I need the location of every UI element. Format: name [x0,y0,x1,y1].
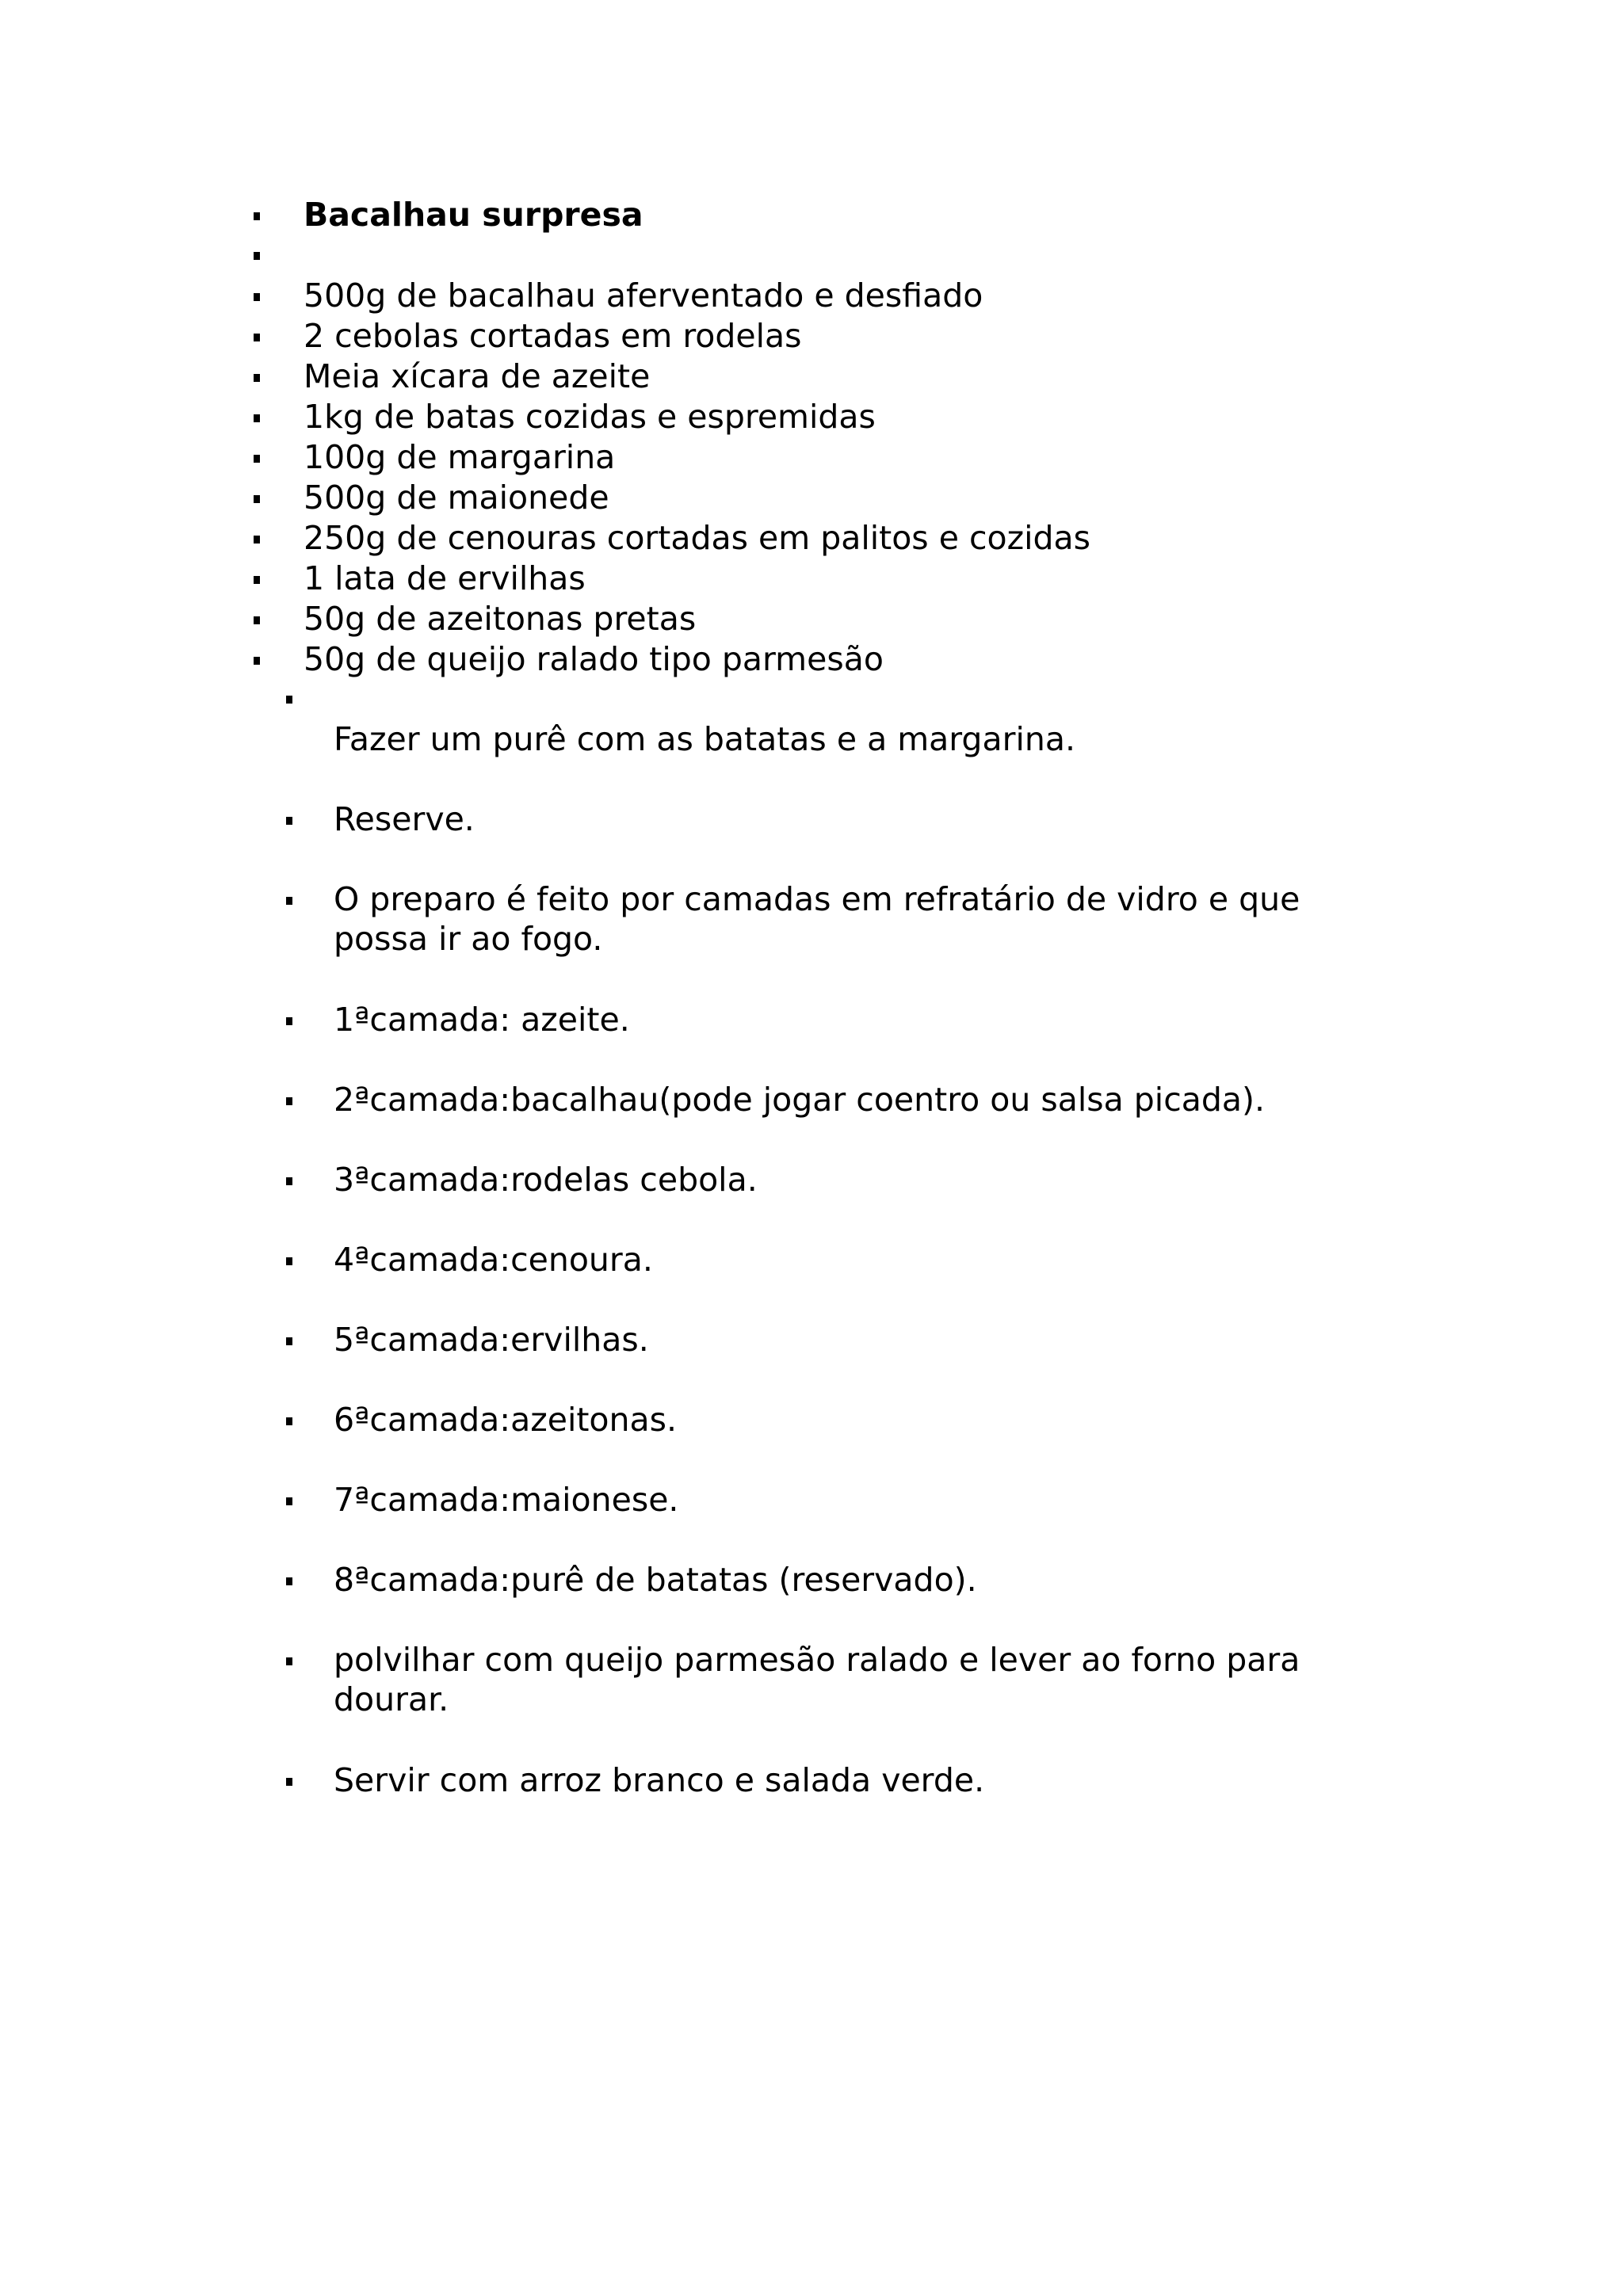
ingredient-item: 1kg de batas cozidas e espremidas [304,398,876,436]
ingredient-item: 1 lata de ervilhas [304,559,586,597]
list-bullet [286,1497,292,1505]
list-bullet [254,374,260,382]
recipe-title: Bacalhau surpresa [304,196,643,234]
list-bullet [286,1657,292,1665]
ingredient-item: 50g de queijo ralado tipo parmesão [304,640,884,678]
list-bullet [286,897,292,905]
ingredient-item: 100g de margarina [304,438,616,476]
list-bullet [254,495,260,503]
list-bullet [254,616,260,624]
list-bullet [286,1778,292,1786]
list-bullet [254,252,260,260]
list-bullet [286,817,292,825]
list-bullet [254,334,260,341]
step-item: 1ªcamada: azeite. [334,1001,630,1039]
ingredient-item: 500g de maionede [304,479,609,517]
step-item: Servir com arroz branco e salada verde. [334,1761,985,1799]
ingredient-item: 250g de cenouras cortadas em palitos e cozidas [304,519,1091,557]
step-item: 7ªcamada:maionese. [334,1481,679,1519]
list-bullet [254,414,260,422]
list-bullet [254,212,260,220]
list-bullet [254,576,260,584]
step-item: Fazer um purê com as batatas e a margarina. [334,720,1075,758]
list-bullet [286,696,292,704]
step-item: 4ªcamada:cenoura. [334,1241,653,1279]
step-item: polvilhar com queijo parmesão ralado e lever ao forno para dourar. [334,1641,1300,1718]
list-bullet [286,1337,292,1345]
list-bullet [286,1417,292,1425]
list-bullet [286,1017,292,1025]
list-bullet [254,657,260,665]
step-item: 3ªcamada:rodelas cebola. [334,1161,758,1199]
list-bullet [286,1177,292,1185]
ingredient-item: 500g de bacalhau aferventado e desfiado [304,277,983,315]
ingredient-item: Meia xícara de azeite [304,357,651,395]
step-item: O preparo é feito por camadas em refratário de vidro e que possa ir ao fogo. [334,880,1300,958]
ingredient-item: 50g de azeitonas pretas [304,600,697,638]
step-item: 6ªcamada:azeitonas. [334,1401,678,1439]
list-bullet [254,293,260,301]
list-bullet [254,536,260,543]
list-bullet [286,1097,292,1105]
step-item: 2ªcamada:bacalhau(pode jogar coentro ou salsa picada). [334,1081,1266,1119]
list-bullet [286,1577,292,1585]
ingredient-item: 2 cebolas cortadas em rodelas [304,317,802,355]
step-item: Reserve. [334,800,475,838]
list-bullet [254,455,260,463]
step-item: 5ªcamada:ervilhas. [334,1321,649,1359]
list-bullet [286,1257,292,1265]
step-item: 8ªcamada:purê de batatas (reservado). [334,1561,977,1599]
